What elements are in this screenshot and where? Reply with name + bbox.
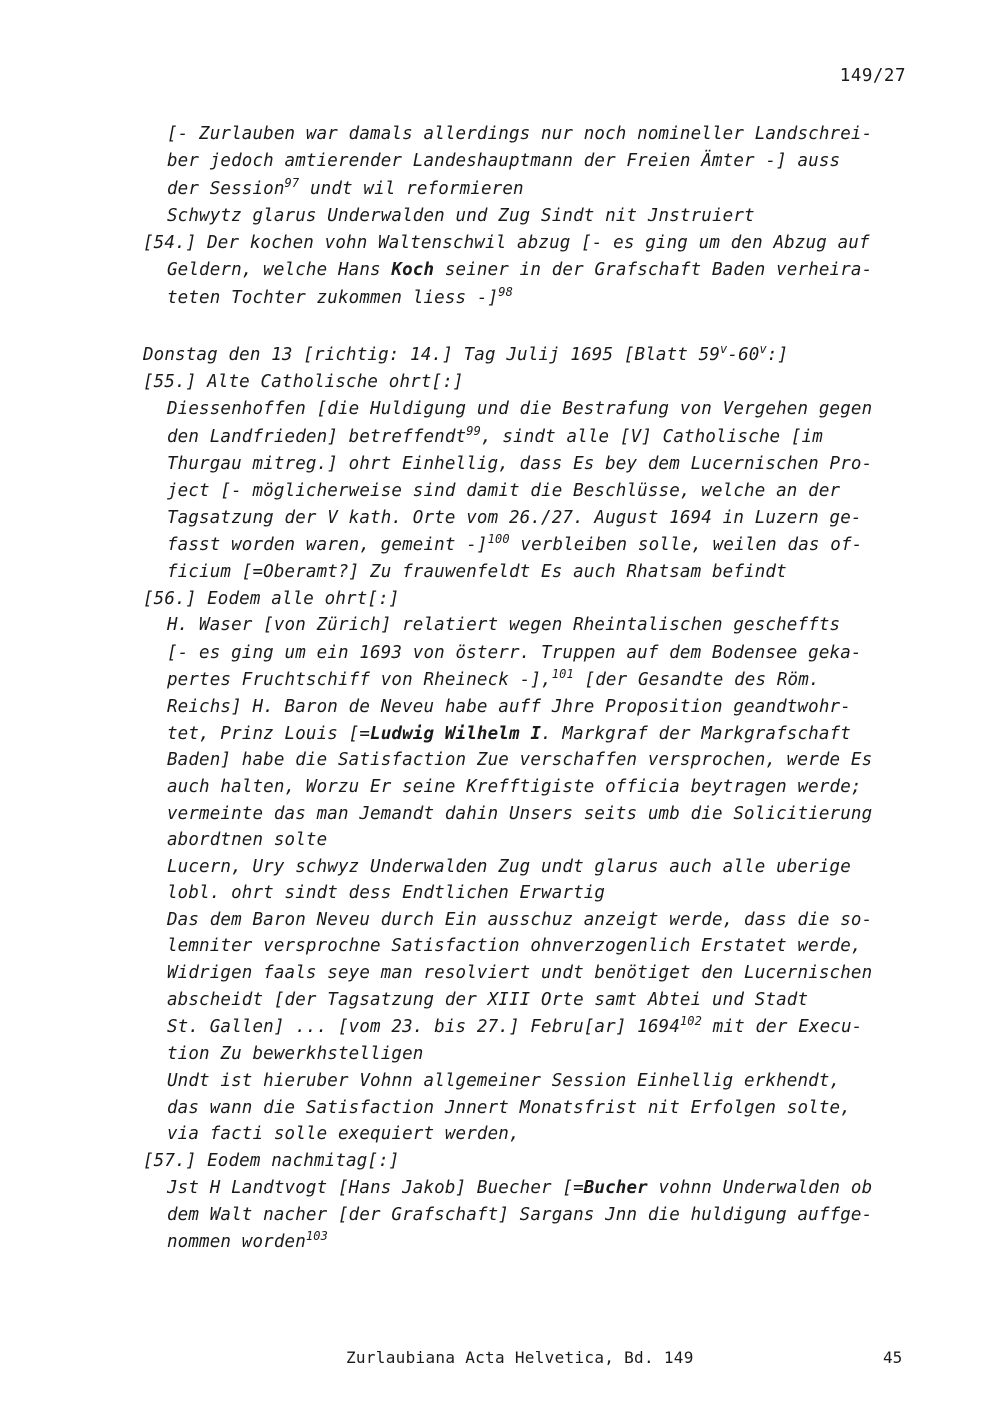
text-segment: nommen worden — [167, 1232, 306, 1252]
text-segment: der Session — [167, 179, 285, 199]
text-line — [167, 828, 327, 852]
text-line — [167, 908, 872, 932]
text-segment: lobl. ohrt sindt dess Endtlichen Erwartig — [167, 883, 606, 903]
text-line — [167, 397, 872, 421]
bold-name: Bucher — [583, 1178, 648, 1198]
text-segment: abordtnen solte — [167, 830, 328, 850]
footnote-marker: 100 — [487, 532, 510, 546]
text-segment: Schwytz glarus Underwalden und Zug Sindt nit Jnstruiert — [167, 206, 755, 226]
text-segment: den Landfrieden] betreffendt — [167, 427, 467, 447]
text-line — [167, 1176, 872, 1200]
text-segment: vermeinte das man Jemandt dahin Unsers seits umb die Solicitierung — [167, 804, 873, 824]
text-line — [167, 775, 862, 799]
text-segment: ject [- möglicherweise sind damit die Beschlüsse, welche an der — [167, 481, 841, 501]
text-segment: fasst worden waren, gemeint -] — [167, 535, 488, 555]
text-line — [167, 613, 840, 637]
text-line — [167, 1203, 872, 1227]
text-line — [143, 231, 870, 255]
text-segment: Donstag den 13 [richtig: 14.] Tag Julij 1695 [Blatt 59 — [143, 345, 721, 365]
footer-title: Zurlaubiana Acta Helvetica, Bd. 149 — [346, 1348, 694, 1367]
text-segment: :] — [766, 345, 789, 365]
footnote-marker: 98 — [498, 285, 514, 299]
text-line — [167, 1069, 840, 1093]
text-segment: , sindt alle [V] Catholische [im — [480, 427, 823, 447]
text-line — [167, 695, 851, 719]
bold-name: Ludwig Wilhelm I — [370, 724, 542, 744]
text-segment: [der Gesandte des Röm. — [573, 670, 820, 690]
text-segment: Tagsatzung der V kath. Orte vom 26./27. August 1694 in Luzern ge- — [167, 508, 862, 528]
text-line — [143, 587, 399, 611]
text-line — [167, 855, 851, 879]
footnote-marker: 103 — [305, 1229, 329, 1243]
text-segment: Undt ist hieruber Vohnn allgemeiner Session Einhellig erkhendt, — [167, 1071, 841, 1091]
text-line — [167, 533, 862, 557]
text-segment: Widrigen faals seye man resolviert undt benötiget den Lucernischen — [167, 963, 873, 983]
text-line — [167, 881, 605, 905]
footer-page-number: 45 — [883, 1348, 903, 1367]
text-segment: verbleiben solle, weilen das of- — [509, 535, 863, 555]
footnote-marker: v — [720, 342, 728, 356]
text-segment: pertes Fruchtschiff von Rheineck -], — [167, 670, 552, 690]
text-segment: Jst H Landtvogt [Hans Jakob] Buecher [= — [167, 1178, 584, 1198]
text-line — [167, 204, 755, 228]
text-segment: via facti solle exequiert werden, — [167, 1124, 520, 1144]
text-segment: abscheidt [der Tagsatzung der XIII Orte samt Abtei und Stadt — [167, 990, 809, 1010]
text-line — [167, 560, 787, 584]
text-segment: Diessenhoffen [die Huldigung und die Bestrafung von Vergehen gegen — [167, 399, 873, 419]
text-line — [167, 1015, 862, 1039]
footnote-marker: 99 — [466, 424, 481, 438]
text-line — [143, 370, 464, 394]
bold-name: Koch — [391, 260, 435, 280]
text-segment: H. Waser [von Zürich] relatiert wegen Rheintalischen gescheffts — [167, 615, 841, 635]
text-segment: [56.] Eodem alle ohrt[:] — [143, 589, 400, 609]
text-line — [167, 1230, 328, 1254]
text-line — [167, 1122, 520, 1146]
text-line — [167, 149, 840, 173]
text-segment: mit der Execu- — [702, 1017, 863, 1037]
text-line — [167, 286, 513, 310]
text-line — [167, 258, 872, 282]
text-segment: St. Gallen] ... [vom 23. bis 27.] Febru[ar] 1694 — [167, 1017, 680, 1037]
text-segment: lemniter versprochne Satisfaction ohnverzogenlich Erstatet werde, — [167, 936, 862, 956]
text-segment: Das dem Baron Neveu durch Ein ausschuz anzeigt werde, dass die so- — [167, 910, 873, 930]
text-segment: undt wil reformieren — [299, 179, 524, 199]
text-segment: tion Zu bewerkhstelligen — [167, 1044, 424, 1064]
text-segment: [57.] Eodem nachmitag[:] — [143, 1151, 400, 1171]
text-segment: Baden] habe die Satisfaction Zue verschaffen versprochen, werde Es — [167, 750, 873, 770]
text-line — [167, 1096, 851, 1120]
text-segment: das wann die Satisfaction Jnnert Monatsfrist nit Erfolgen solte, — [167, 1098, 851, 1118]
text-line — [167, 934, 862, 958]
text-segment: [- Zurlauben war damals allerdings nur noch nomineller Landschrei- — [167, 124, 873, 144]
text-segment: Lucern, Ury schwyz Underwalden Zug undt glarus auch alle uberige — [167, 857, 851, 877]
text-line — [167, 722, 851, 746]
text-segment: Thurgau mitreg.] ohrt Einhellig, dass Es bey dem Lucernischen Pro- — [167, 454, 873, 474]
text-line — [167, 668, 820, 692]
text-line — [167, 506, 862, 530]
text-line — [167, 961, 872, 985]
text-segment: [55.] Alte Catholische ohrt[:] — [143, 372, 464, 392]
text-segment: Reichs] H. Baron de Neveu habe auff Jhre Proposition geandtwohr- — [167, 697, 851, 717]
text-line — [167, 1042, 423, 1066]
text-segment: -60 — [727, 345, 760, 365]
text-segment: dem Walt nacher [der Grafschaft] Sargans Jnn die huldigung auffge- — [167, 1205, 873, 1225]
text-segment: teten Tochter zukommen liess -] — [167, 288, 499, 308]
footnote-marker: v — [759, 342, 767, 356]
text-line — [167, 479, 840, 503]
text-segment: auch halten, Worzu Er seine Krefftigiste officia beytragen werde; — [167, 777, 862, 797]
text-line — [167, 122, 872, 146]
text-segment: ber jedoch amtierender Landeshauptmann der Freien Ämter -] auss — [167, 151, 841, 171]
text-line — [143, 1149, 399, 1173]
text-line — [167, 988, 808, 1012]
text-line — [167, 452, 872, 476]
text-segment: seiner in der Grafschaft Baden verheira- — [434, 260, 873, 280]
text-segment: tet, Prinz Louis [= — [167, 724, 371, 744]
footnote-marker: 101 — [551, 667, 574, 681]
footnote-marker: 102 — [679, 1014, 703, 1028]
text-line — [167, 802, 872, 826]
text-segment: [54.] Der kochen vohn Waltenschwil abzug [- es ging um den Abzug auf — [143, 233, 870, 253]
text-segment: . Markgraf der Markgrafschaft — [541, 724, 851, 744]
text-segment: ficium [=Oberamt?] Zu frauwenfeldt Es auch Rhatsam befindt — [167, 562, 787, 582]
text-line — [167, 641, 862, 665]
text-segment: Geldern, welche Hans — [167, 260, 392, 280]
page-reference: 149/27 — [839, 66, 906, 86]
text-segment: [- es ging um ein 1693 von österr. Truppen auf dem Bodensee geka- — [167, 643, 862, 663]
footnote-marker: 97 — [284, 176, 300, 190]
text-line — [167, 177, 524, 201]
text-line — [167, 425, 823, 449]
text-line — [143, 343, 788, 367]
text-line — [167, 748, 872, 772]
text-segment: vohnn Underwalden ob — [647, 1178, 873, 1198]
